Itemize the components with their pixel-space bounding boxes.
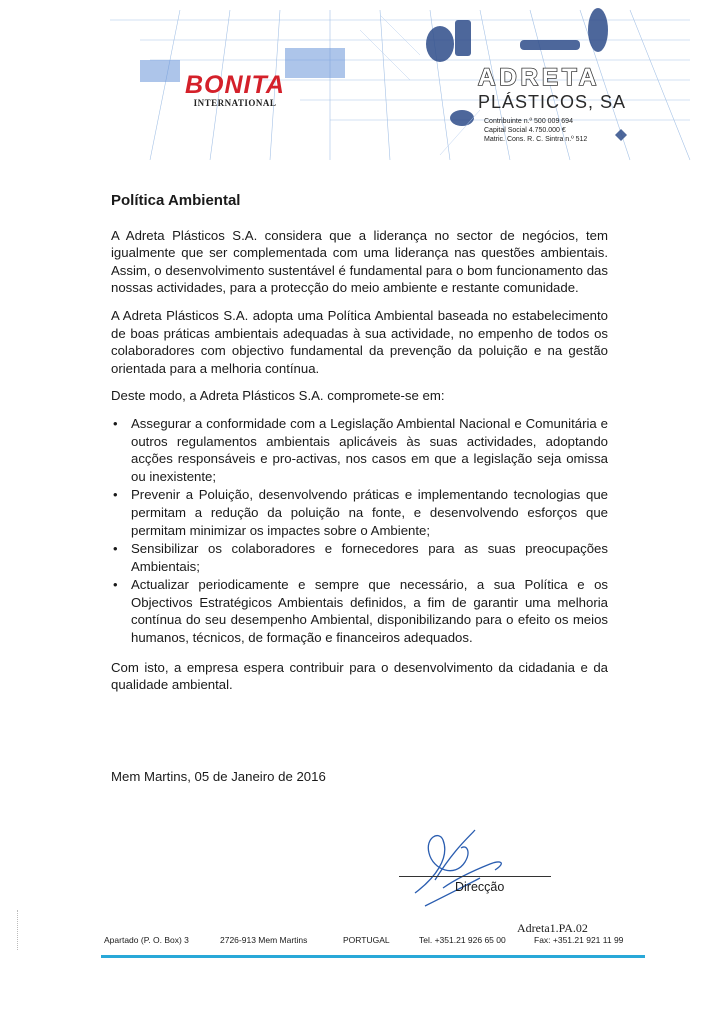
commitment-list bbox=[111, 415, 608, 647]
document-title: Política Ambiental bbox=[111, 192, 241, 209]
footer bbox=[104, 935, 644, 945]
company-taxid: Contribuinte n.º 500 009 694 bbox=[484, 118, 573, 125]
paragraph-intro: A Adreta Plásticos S.A. considera que a liderança no sector de negócios, tem igualmente que ser complementada com uma liderança nas questões ambientais. Assim, o desenvolvimento sustentável é fundamental para o bom funcionamento das nossas actividades, para a protecção do meio ambiente e restante comunidade. bbox=[111, 227, 608, 296]
company-registration: Matric. Cons. R. C. Sintra n.º 512 bbox=[484, 136, 588, 143]
list-item: • Actualizar periodicamente e sempre que necessário, a sua Política e os Objectivos Estratégicos Ambientais definidos, a fim de garantir uma melhoria contínua do seu desempenho Ambiental, disponibilizando para o efeito os meios humanos, técnicos, de formação e financeiros adequados. bbox=[111, 576, 608, 646]
paragraph-commitment-lead: Deste modo, a Adreta Plásticos S.A. compromete-se em: bbox=[111, 388, 445, 404]
signature-line bbox=[399, 876, 551, 877]
company-info bbox=[484, 117, 628, 144]
adreta-logo bbox=[478, 66, 628, 144]
paragraph-closing: Com isto, a empresa espera contribuir para o desenvolvimento da cidadania e da qualidade ambiental. bbox=[111, 659, 608, 693]
bonita-logo-sub: INTERNATIONAL bbox=[193, 98, 277, 108]
company-sub: PLÁSTICOS, SA bbox=[478, 92, 627, 112]
margin-mark bbox=[17, 910, 20, 950]
footer-country: PORTUGAL bbox=[343, 935, 390, 945]
bonita-logo bbox=[170, 72, 300, 108]
document-body bbox=[111, 192, 608, 704]
letterhead bbox=[0, 0, 724, 165]
place-date: Mem Martins, 05 de Janeiro de 2016 bbox=[111, 769, 326, 784]
footer-po-box: Apartado (P. O. Box) 3 bbox=[104, 935, 189, 945]
signature-image bbox=[395, 818, 565, 908]
bonita-logo-name: BONITA bbox=[185, 71, 285, 99]
footer-postal: 2726-913 Mem Martins bbox=[220, 935, 308, 945]
list-item: • Prevenir a Poluição, desenvolvendo práticas e implementando tecnologias que permitam a redução da poluição na fonte, e desenvolvendo esforços que permitam minimizar os impactes sobre o Ambiente; bbox=[111, 486, 608, 539]
document-reference: Adreta1.PA.02 bbox=[517, 921, 588, 935]
list-item: • Sensibilizar os colaboradores e fornecedores para as suas preocupações Ambientais; bbox=[111, 540, 608, 575]
footer-fax: Fax: +351.21 921 11 99 bbox=[534, 935, 624, 945]
footer-tel: Tel. +351.21 926 65 00 bbox=[419, 935, 506, 945]
list-item: • Assegurar a conformidade com a Legislação Ambiental Nacional e Comunitária e outros regulamentos ambientais aplicáveis às suas actividades, adoptando acções responsáveis e pro-activas, nos casos em que a legislação seja omissa ou inexistente; bbox=[111, 415, 608, 485]
company-name: ADRETA bbox=[478, 64, 601, 91]
paragraph-policy: A Adreta Plásticos S.A. adopta uma Política Ambiental baseada no estabelecimento de boas práticas ambientais adequadas à sua actividade, no empenho de todos os colaboradores com objectivo fundamental da prevenção da poluição e na gestão orientada para a melhoria contínua. bbox=[111, 307, 608, 376]
signature-label: Direcção bbox=[455, 880, 505, 894]
company-capital: Capital Social 4.750.000 € bbox=[484, 127, 566, 134]
footer-divider bbox=[101, 955, 645, 958]
